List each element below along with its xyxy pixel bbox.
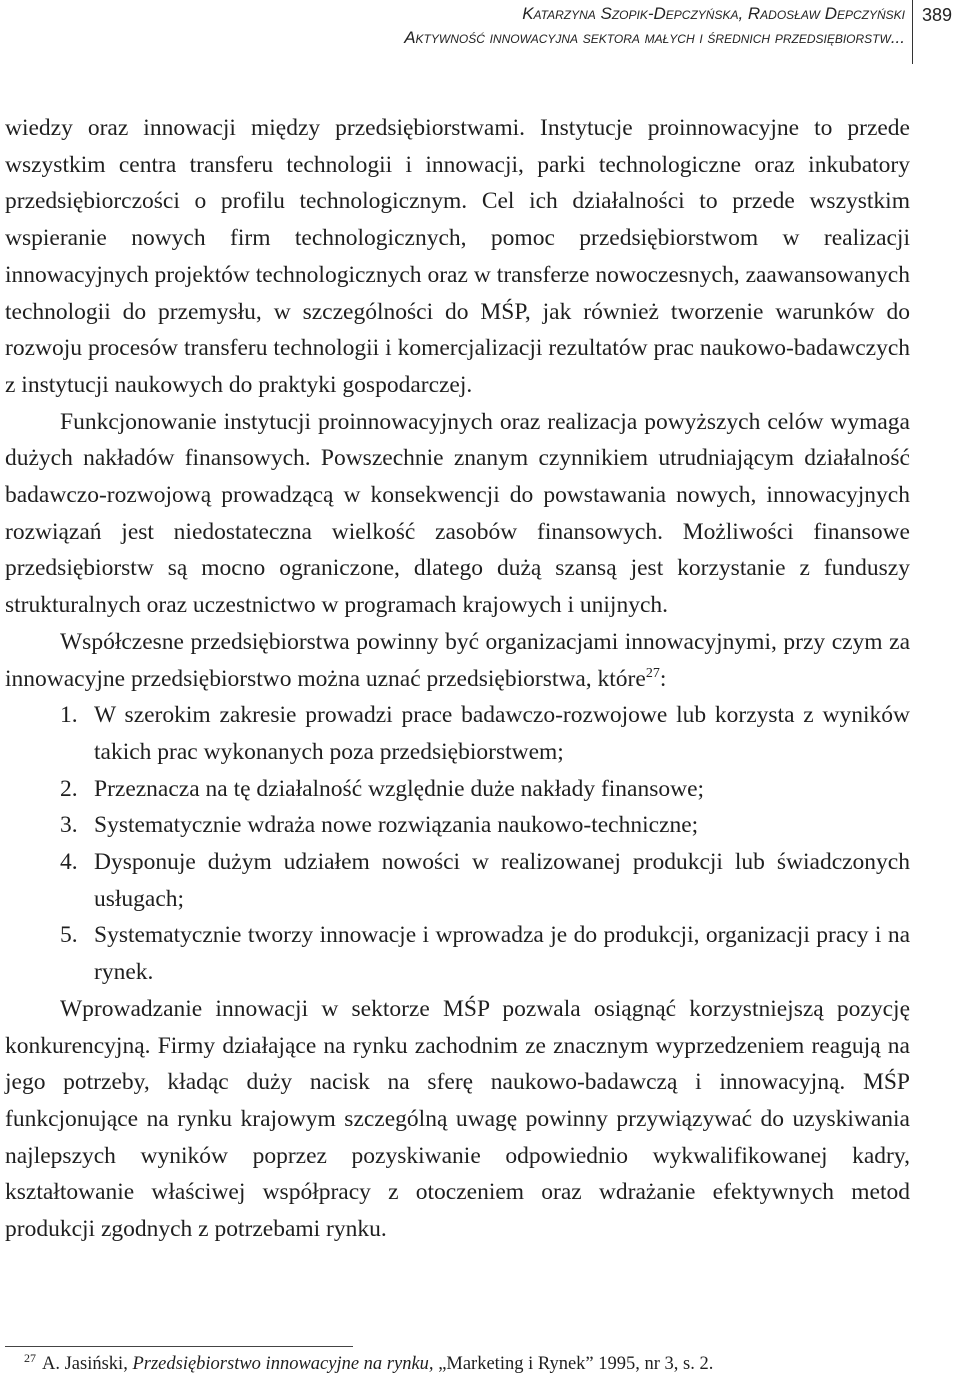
page-number: 389 xyxy=(922,5,953,25)
list-item-text: Przeznacza na tę działalność względnie duże nakłady finansowe; xyxy=(94,775,705,802)
header-divider xyxy=(912,0,913,64)
paragraph-3-text: Współczesne przedsiębiorstwa powinny być organizacjami innowacyjnymi, przy czym za innowacyjne przedsiębiorstwo można uznać przedsiębiorstwa, które xyxy=(5,628,910,692)
list-item-number: 4. xyxy=(60,849,78,876)
list-item-text: Dysponuje dużym udziałem nowości w realizowanej produkcji lub świadczonych usługach; xyxy=(94,849,910,912)
footnote-title: Przedsiębiorstwo innowacyjne na rynku, xyxy=(132,1354,434,1374)
list-item-number: 3. xyxy=(60,812,78,839)
list-item xyxy=(5,697,910,770)
footnote-author: A. Jasiński, xyxy=(42,1354,128,1374)
list-item-text: Systematycznie tworzy innowacje i wprowadza je do produkcji, organizacji pracy i na rynek. xyxy=(94,922,910,986)
paragraph-2: Funkcjonowanie instytucji proinnowacyjnych oraz realizacja powyższych celów wymaga dużych nakładów finansowych. Powszechnie znanym czynnikiem utrudniającym działalność badawczo-rozwojową prowadzącą w konsekwencji do powstawania nowych, innowacyjnych rozwiązań jest niedostateczna wielkość zasobów finansowych. Możliwości finansowe przedsiębiorstw są mocno ograniczone, dlatego dużą szansą jest korzystanie z funduszy strukturalnych oraz uczestnictwo w programach krajowych i unijnych. xyxy=(5,408,910,619)
list-item xyxy=(5,844,910,917)
list-item-number: 2. xyxy=(60,775,78,802)
list-item-number: 1. xyxy=(60,702,78,729)
footnote-reference: 27 xyxy=(645,665,660,681)
list-item-text: W szerokim zakresie prowadzi prace badawczo-rozwojowe lub korzysta z wyników takich prac wykonanych poza przedsiębiorstwem; xyxy=(94,702,910,765)
header-title: Aktywność innowacyjna sektora małych i średnich przedsiębiorstw... xyxy=(404,28,905,47)
body-text xyxy=(5,110,910,1248)
paragraph-1: wiedzy oraz innowacji między przedsiębiorstwami. Instytucje proinnowacyjne to przede wszystkim centra transferu technologii i innowacji, parki technologiczne oraz inkubatory przedsiębiorczości o profilu technologicznym. Cel ich działalności to przede wszystkim wspieranie nowych firm technologicznych, pomoc przedsiębiorstwom w realizacji innowacyjnych projektów technologicznych oraz w transferze nowoczesnych, zaawansowanych technologii do przemysłu, w szczególności do MŚP, jak również tworzenie warunków do rozwoju procesów transferu technologii i komercjalizacji rezultatów prac naukowo-badawczych z instytucji naukowych do praktyki gospodarczej. xyxy=(5,115,910,398)
footnote-divider xyxy=(5,1346,353,1347)
header-authors: Katarzyna Szopik-Depczyńska, Radosław Depczyński xyxy=(522,4,905,23)
running-header xyxy=(300,2,905,50)
list-item xyxy=(5,807,910,844)
list-item xyxy=(5,917,910,990)
list-item xyxy=(5,771,910,808)
paragraph-3 xyxy=(5,624,910,697)
footnote xyxy=(24,1352,924,1376)
footnote-number: 27 xyxy=(24,1350,36,1365)
innovation-criteria-list xyxy=(5,697,910,991)
footnote-source: „Marketing i Rynek” 1995, nr 3, s. 2. xyxy=(438,1354,714,1374)
list-item-number: 5. xyxy=(60,922,78,949)
paragraph-3-colon: : xyxy=(659,665,667,692)
list-item-text: Systematycznie wdraża nowe rozwiązania naukowo-techniczne; xyxy=(94,812,699,839)
paragraph-4: Wprowadzanie innowacji w sektorze MŚP pozwala osiągnąć korzystniejszą pozycję konkurencyjną. Firmy działające na rynku zachodnim ze znacznym wyprzedzeniem reagują na jego potrzeby, kładąc duży nacisk na sferę naukowo-badawczą i innowacyjną. MŚP funkcjonujące na rynku krajowym szczególną uwagę powinny przywiązywać do uzyskiwania najlepszych wyników poprzez pozyskiwanie odpowiednio wykwalifikowanej kadry, kształtowanie właściwej współpracy z otoczeniem oraz wdrażanie efektywnych metod produkcji zgodnych z potrzebami rynku. xyxy=(5,995,910,1243)
